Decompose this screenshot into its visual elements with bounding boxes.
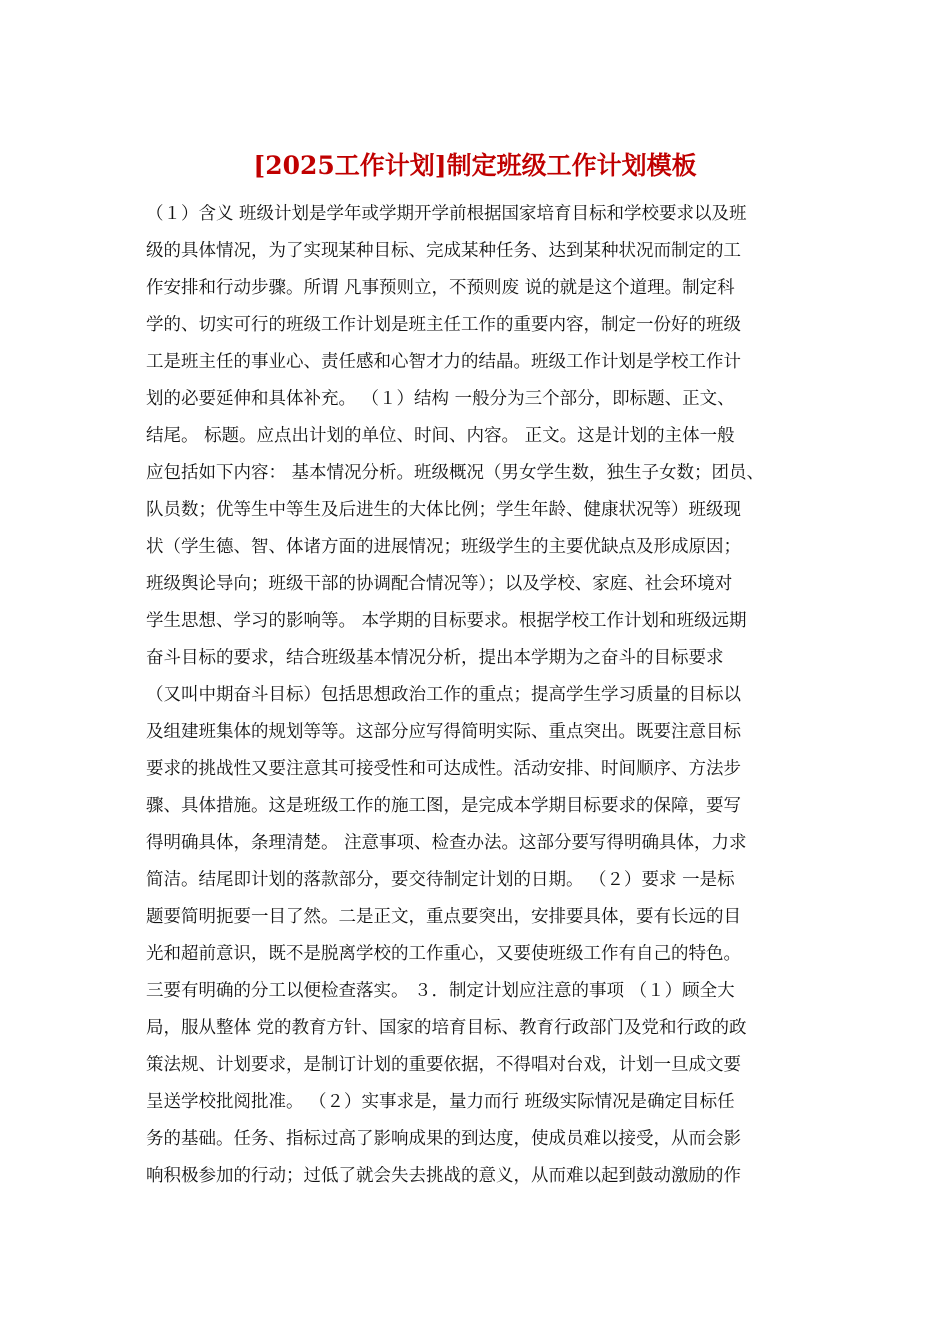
body-line: （又叫中期奋斗目标）包括思想政治工作的重点；提高学生学习质量的目标以 <box>146 685 741 705</box>
body-line: 结尾。 标题。应点出计划的单位、时间、内容。 正文。这是计划的主体一般 <box>146 426 735 446</box>
body-line: 级的具体情况，为了实现某种目标、完成某种任务、达到某种状况而制定的工 <box>146 241 741 261</box>
body-line: 局，服从整体 党的教育方针、国家的培育目标、教育行政部门及党和行政的政 <box>146 1018 747 1038</box>
body-line: 光和超前意识，既不是脱离学校的工作重心，又要使班级工作有自己的特色。 <box>146 944 741 964</box>
body-line: 骤、具体措施。这是班级工作的施工图，是完成本学期目标要求的保障，要写 <box>146 796 741 816</box>
body-line: 奋斗目标的要求，结合班级基本情况分析，提出本学期为之奋斗的目标要求 <box>146 648 724 668</box>
body-line: 班级舆论导向；班级干部的协调配合情况等）；以及学校、家庭、社会环境对 <box>146 574 733 594</box>
body-line: 应包括如下内容： 基本情况分析。班级概况（男女学生数，独生子女数；团员、 <box>146 463 765 483</box>
body-line: 及组建班集体的规划等等。这部分应写得简明实际、重点突出。既要注意目标 <box>146 722 741 742</box>
body-line: 学的、切实可行的班级工作计划是班主任工作的重要内容，制定一份好的班级 <box>146 315 741 335</box>
body-line: 队员数；优等生中等生及后进生的大体比例；学生年龄、健康状况等）班级现 <box>146 500 741 520</box>
body-line: 简洁。结尾即计划的落款部分，要交待制定计划的日期。 （２）要求 一是标 <box>146 870 735 890</box>
document-title: [2025工作计划]制定班级工作计划模板 <box>253 151 697 180</box>
body-line: 作安排和行动步骤。所谓 凡事预则立，不预则废 说的就是这个道理。制定科 <box>146 278 735 298</box>
body-line: 状（学生德、智、体诸方面的进展情况；班级学生的主要优缺点及形成原因； <box>146 537 741 557</box>
body-line: 务的基础。任务、指标过高了影响成果的到达度，使成员难以接受，从而会影 <box>146 1129 741 1149</box>
body-line: 策法规、计划要求，是制订计划的重要依据，不得唱对台戏，计划一旦成文要 <box>146 1055 741 1075</box>
body-line: 呈送学校批阅批准。 （２）实事求是，量力而行 班级实际情况是确定目标任 <box>146 1092 735 1112</box>
body-line: 响积极参加的行动；过低了就会失去挑战的意义，从而难以起到鼓动激励的作 <box>146 1166 741 1186</box>
body-line: 学生思想、学习的影响等。 本学期的目标要求。根据学校工作计划和班级远期 <box>146 611 747 631</box>
document-body <box>146 196 826 1195</box>
body-line: 工是班主任的事业心、责任感和心智才力的结晶。班级工作计划是学校工作计 <box>146 352 741 372</box>
body-line: 得明确具体，条理清楚。 注意事项、检查办法。这部分要写得明确具体，力求 <box>146 833 747 853</box>
body-line: 要求的挑战性又要注意其可接受性和可达成性。活动安排、时间顺序、方法步 <box>146 759 741 779</box>
body-line: 题要简明扼要一目了然。二是正文，重点要突出，安排要具体，要有长远的目 <box>146 907 741 927</box>
body-line: 三要有明确的分工以便检查落实。 ３．制定计划应注意的事项 （１）顾全大 <box>146 981 735 1001</box>
body-line: 划的必要延伸和具体补充。 （１）结构 一般分为三个部分，即标题、正文、 <box>146 389 735 409</box>
body-line: （１）含义 班级计划是学年或学期开学前根据国家培育目标和学校要求以及班 <box>146 204 747 224</box>
